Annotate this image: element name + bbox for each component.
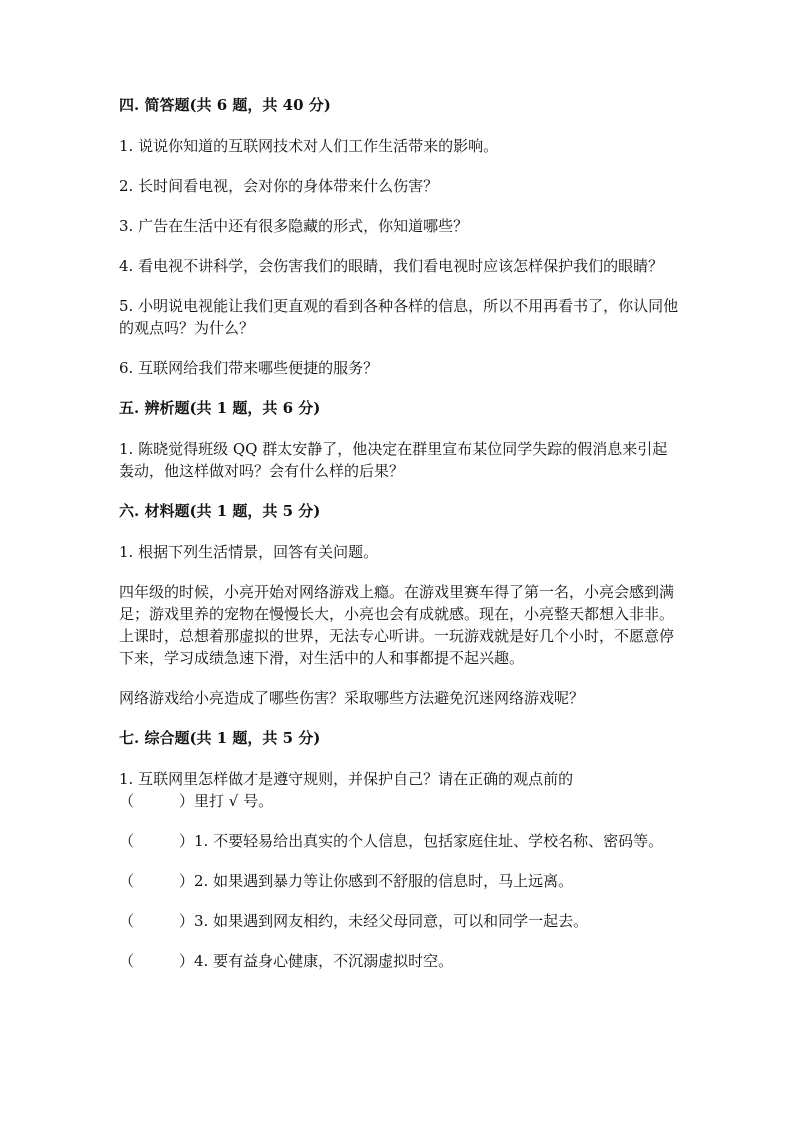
- section-title-short-answer: 四. 简答题(共 6 题，共 40 分): [119, 96, 331, 114]
- question-5-1: 1. 陈晓觉得班级 QQ 群太安静了，他决定在群里宣布某位同学失踪的假消息来引起轰动，他这样做对吗？会有什么样的后果？: [119, 440, 668, 480]
- option-4: （ ）4. 要有益身心健康，不沉溺虚拟时空。: [119, 952, 454, 970]
- option-3: （ ）3. 如果遇到网友相约，未经父母同意，可以和同学一起去。: [119, 912, 589, 930]
- question-7-1-intro: 1. 互联网里怎样做才是遵守规则，并保护自己？请在正确的观点前的: [119, 770, 574, 788]
- material-passage: 四年级的时候，小亮开始对网络游戏上瘾。在游戏里赛车得了第一名，小亮会感到满足；游戏里养的宠物在慢慢长大，小亮也会有成就感。现在，小亮整天都想入非非。上课时，总想着那虚拟的世界，无法专心听讲。一玩游戏就是好几个小时，不愿意停下来，学习成绩急速下滑，对生活中的人和事都提不起兴趣。: [119, 583, 675, 667]
- question-4-5: 5. 小明说电视能让我们更直观的看到各种各样的信息，所以不用再看书了，你认同他的观点吗？为什么？: [119, 297, 679, 337]
- question-4-4: 4. 看电视不讲科学，会伤害我们的眼睛，我们看电视时应该怎样保护我们的眼睛？: [119, 257, 664, 275]
- section-title-comprehensive: 七. 综合题(共 1 题，共 5 分): [119, 729, 321, 747]
- question-4-6: 6. 互联网给我们带来哪些便捷的服务？: [119, 359, 379, 377]
- question-4-2: 2. 长时间看电视，会对你的身体带来什么伤害？: [119, 177, 439, 195]
- section-title-analysis: 五. 辨析题(共 1 题，共 6 分): [119, 399, 321, 417]
- option-2: （ ）2. 如果遇到暴力等让你感到不舒服的信息时，马上远离。: [119, 872, 574, 890]
- material-question: 网络游戏给小亮造成了哪些伤害？采取哪些方法避免沉迷网络游戏呢？: [119, 689, 585, 707]
- question-6-1: 1. 根据下列生活情景，回答有关问题。: [119, 543, 379, 561]
- document-page: [119, 94, 679, 972]
- question-7-1: [119, 768, 679, 812]
- question-7-1-instruction: （ ）里打 √ 号。: [119, 792, 274, 810]
- option-1: （ ）1. 不要轻易给出真实的个人信息，包括家庭住址、学校名称、密码等。: [119, 832, 664, 850]
- question-4-3: 3. 广告在生活中还有很多隐藏的形式，你知道哪些？: [119, 217, 469, 235]
- question-4-1: 1. 说说你知道的互联网技术对人们工作生活带来的影响。: [119, 137, 499, 155]
- section-title-material: 六. 材料题(共 1 题，共 5 分): [119, 502, 321, 520]
